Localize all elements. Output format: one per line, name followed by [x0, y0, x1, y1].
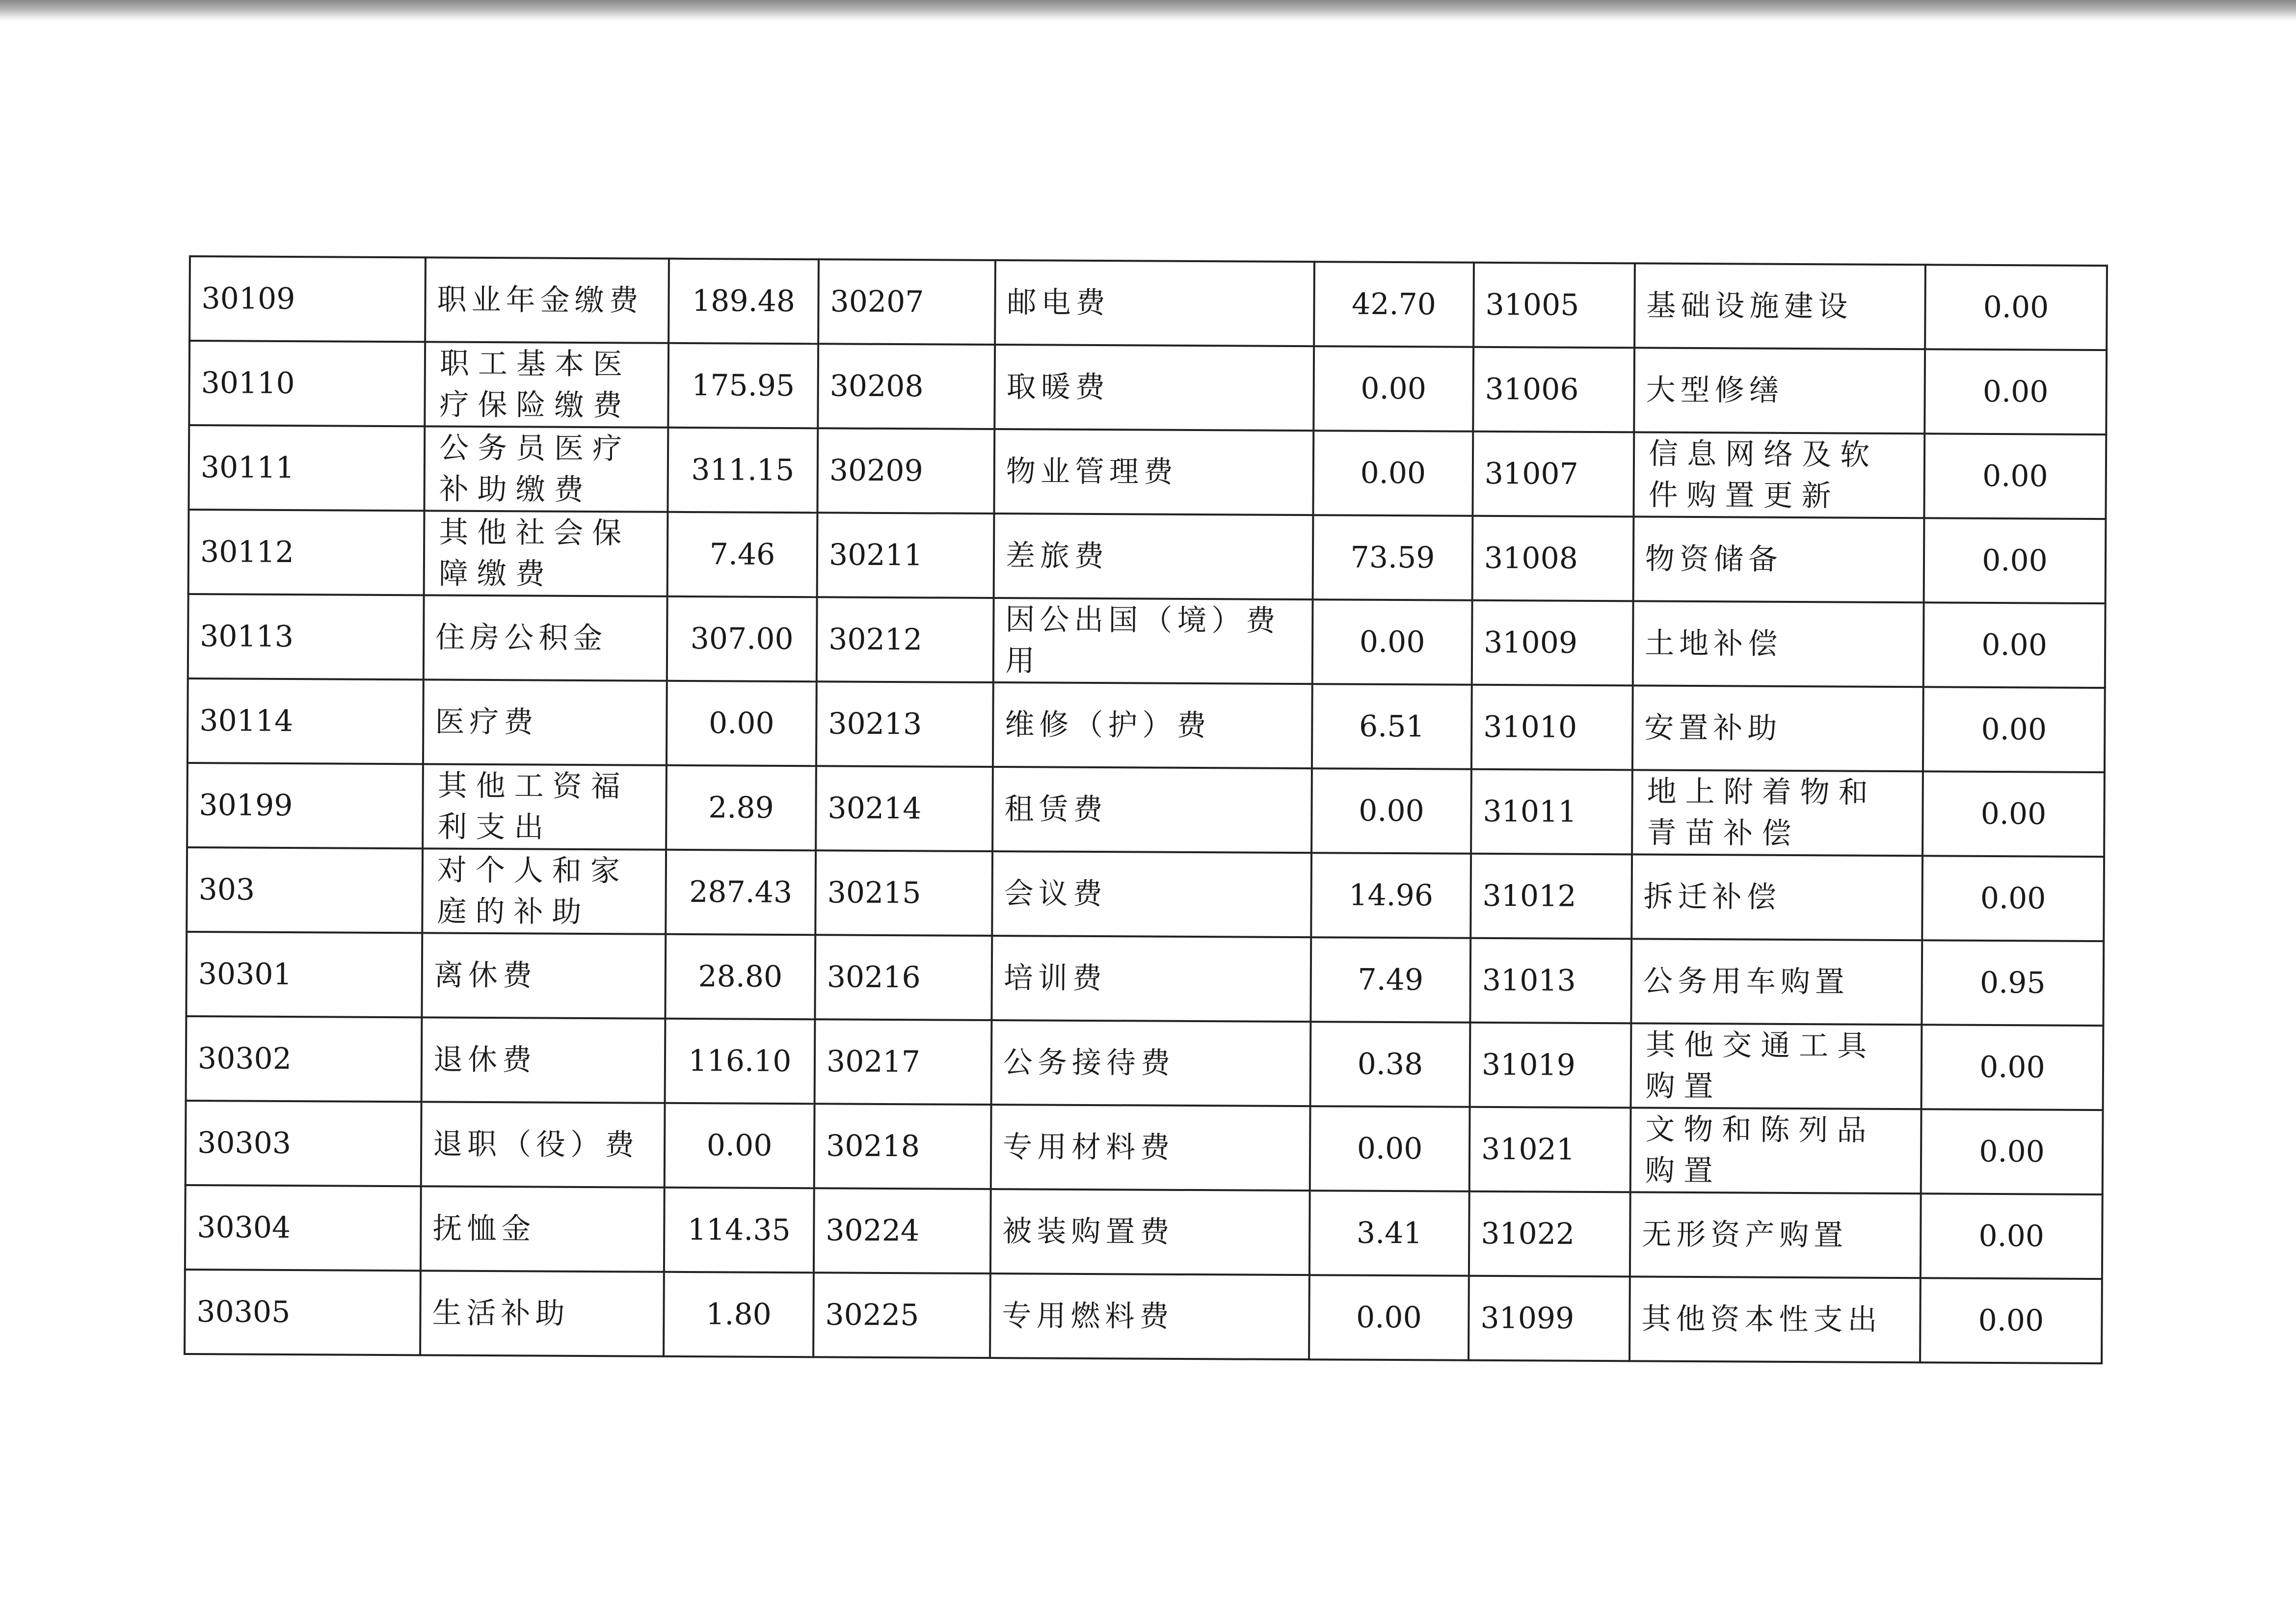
item-name-cell: 专用燃料费 — [990, 1273, 1309, 1359]
amount-cell: 0.00 — [1924, 349, 2107, 434]
table-row — [185, 1185, 2103, 1279]
item-name-cell: 因公出国（境）费用 — [993, 598, 1313, 684]
amount-cell: 0.95 — [1922, 940, 2104, 1026]
item-name-cell: 被装购置费 — [990, 1189, 1310, 1275]
economic-code-cell: 31007 — [1472, 432, 1634, 517]
table-row — [185, 1270, 2102, 1363]
table-body — [185, 256, 2107, 1363]
economic-code-cell: 30109 — [189, 256, 426, 342]
amount-cell: 3.41 — [1309, 1191, 1469, 1276]
item-name-cell: 拆迁补偿 — [1631, 854, 1922, 940]
amount-cell: 0.00 — [1921, 1109, 2103, 1194]
item-name-cell: 维修（护）费 — [993, 682, 1312, 768]
table-row — [189, 341, 2107, 434]
economic-code-cell: 30110 — [189, 341, 425, 426]
amount-cell: 0.00 — [1313, 431, 1473, 516]
economic-code-cell: 31011 — [1471, 769, 1632, 855]
economic-code-cell: 30208 — [818, 344, 995, 429]
item-name-cell: 抚恤金 — [421, 1186, 665, 1272]
economic-code-cell: 31010 — [1471, 685, 1633, 770]
table-row — [188, 594, 2106, 688]
table-row — [189, 256, 2107, 350]
economic-code-cell: 31013 — [1470, 938, 1631, 1024]
item-name-cell: 安置补助 — [1632, 685, 1923, 771]
item-name-cell: 其他社会保障缴费 — [424, 511, 668, 596]
economic-code-cell: 31099 — [1468, 1276, 1630, 1361]
amount-cell: 6.51 — [1312, 684, 1472, 769]
item-name-cell: 基础设施建设 — [1634, 263, 1925, 349]
economic-code-cell: 30224 — [814, 1188, 991, 1273]
amount-cell: 2.89 — [666, 765, 816, 850]
economic-code-cell: 30211 — [817, 513, 994, 598]
amount-cell: 28.80 — [665, 934, 815, 1019]
economic-code-cell: 30304 — [185, 1185, 421, 1271]
amount-cell: 0.00 — [1923, 687, 2105, 772]
economic-code-cell: 30112 — [188, 510, 425, 595]
item-name-cell: 专用材料费 — [991, 1105, 1310, 1191]
amount-cell: 0.00 — [1310, 1106, 1470, 1191]
amount-cell: 7.46 — [667, 512, 818, 597]
item-name-cell: 生活补助 — [420, 1271, 664, 1356]
amount-cell: 73.59 — [1313, 515, 1473, 600]
amount-cell: 311.15 — [667, 428, 818, 513]
table-row — [188, 425, 2106, 519]
economic-code-cell: 30216 — [815, 935, 992, 1020]
economic-code-cell: 31009 — [1472, 600, 1633, 686]
amount-cell: 14.96 — [1311, 853, 1471, 938]
amount-cell: 0.00 — [1922, 856, 2104, 941]
item-name-cell: 物业管理费 — [994, 429, 1313, 515]
amount-cell: 7.49 — [1310, 937, 1470, 1023]
amount-cell: 0.00 — [1312, 599, 1472, 685]
amount-cell: 0.00 — [667, 681, 817, 766]
table-row — [186, 932, 2104, 1026]
item-name-cell: 培训费 — [991, 936, 1311, 1022]
economic-code-cell: 30207 — [818, 259, 995, 345]
amount-cell: 307.00 — [667, 596, 817, 681]
table-row — [188, 510, 2106, 603]
item-name-cell: 无形资产购置 — [1630, 1192, 1921, 1278]
item-name-cell: 退职（役）费 — [421, 1102, 665, 1187]
economic-code-cell: 31012 — [1470, 854, 1632, 939]
amount-cell: 175.95 — [668, 343, 818, 428]
table-row — [187, 763, 2105, 857]
table-row — [187, 678, 2105, 772]
amount-cell: 42.70 — [1314, 262, 1474, 347]
economic-code-cell: 30199 — [187, 763, 423, 848]
item-name-cell: 差旅费 — [994, 514, 1313, 599]
item-name-cell: 取暖费 — [994, 345, 1314, 431]
item-name-cell: 退休费 — [422, 1017, 666, 1103]
amount-cell: 287.43 — [666, 850, 816, 935]
economic-code-cell: 30225 — [813, 1272, 990, 1358]
amount-cell: 0.00 — [665, 1103, 815, 1188]
economic-code-cell: 31005 — [1473, 263, 1635, 348]
item-name-cell: 大型修缮 — [1634, 348, 1925, 433]
item-name-cell: 物资储备 — [1633, 516, 1924, 602]
amount-cell: 1.80 — [664, 1272, 814, 1357]
item-name-cell: 医疗费 — [423, 679, 667, 765]
amount-cell: 0.00 — [1922, 1025, 2104, 1110]
item-name-cell: 职业年金缴费 — [425, 257, 669, 343]
scan-top-edge — [0, 0, 2296, 21]
item-name-cell: 邮电费 — [995, 260, 1314, 346]
amount-cell: 0.00 — [1921, 1193, 2103, 1279]
economic-code-cell: 30114 — [187, 678, 424, 764]
economic-code-cell: 31008 — [1472, 516, 1634, 601]
economic-code-cell: 30218 — [814, 1104, 991, 1189]
economic-code-cell: 30303 — [186, 1101, 422, 1186]
item-name-cell: 会议费 — [992, 851, 1311, 937]
item-name-cell: 公务用车购置 — [1631, 939, 1922, 1025]
item-name-cell: 其他资本性支出 — [1629, 1276, 1921, 1362]
amount-cell: 0.00 — [1924, 518, 2106, 603]
economic-code-cell: 30302 — [186, 1016, 422, 1102]
item-name-cell: 公务接待费 — [991, 1020, 1311, 1106]
table-row — [186, 1016, 2104, 1110]
item-name-cell: 其他工资福利支出 — [423, 764, 667, 849]
economic-code-cell: 30111 — [188, 425, 425, 511]
economic-code-cell: 303 — [187, 847, 423, 933]
amount-cell: 0.38 — [1310, 1022, 1470, 1107]
economic-code-cell: 30215 — [815, 850, 992, 936]
economic-code-cell: 30305 — [185, 1270, 421, 1355]
item-name-cell: 租赁费 — [992, 767, 1312, 853]
item-name-cell: 其他交通工具购置 — [1631, 1023, 1922, 1109]
amount-cell: 114.35 — [664, 1188, 814, 1272]
economic-code-cell: 30217 — [815, 1019, 992, 1105]
amount-cell: 0.00 — [1920, 1278, 2102, 1363]
economic-code-cell: 31022 — [1469, 1191, 1630, 1277]
economic-code-cell: 30113 — [188, 594, 424, 679]
economic-code-cell: 30301 — [186, 932, 422, 1017]
economic-code-cell: 30213 — [816, 681, 993, 767]
expenditure-table — [184, 255, 2108, 1364]
economic-code-cell: 31019 — [1470, 1023, 1631, 1108]
amount-cell: 189.48 — [668, 259, 819, 344]
economic-code-cell: 31021 — [1469, 1107, 1631, 1192]
item-name-cell: 地上附着物和青苗补偿 — [1632, 770, 1923, 856]
amount-cell: 0.00 — [1923, 602, 2106, 688]
economic-code-cell: 30209 — [817, 428, 994, 514]
item-name-cell: 离休费 — [422, 933, 666, 1018]
economic-code-cell: 30212 — [817, 597, 994, 682]
economic-code-cell: 31006 — [1473, 347, 1634, 433]
amount-cell: 0.00 — [1925, 265, 2107, 350]
amount-cell: 0.00 — [1313, 346, 1473, 432]
amount-cell: 116.10 — [665, 1019, 815, 1104]
table-row — [186, 1101, 2103, 1194]
amount-cell: 0.00 — [1924, 433, 2106, 519]
table-row — [187, 847, 2104, 941]
amount-cell: 0.00 — [1922, 771, 2105, 857]
item-name-cell: 公务员医疗补助缴费 — [424, 426, 668, 512]
item-name-cell: 职工基本医疗保险缴费 — [425, 342, 668, 427]
item-name-cell: 信息网络及软件购置更新 — [1633, 432, 1924, 518]
amount-cell: 0.00 — [1311, 768, 1471, 854]
amount-cell: 0.00 — [1309, 1275, 1469, 1360]
item-name-cell: 住房公积金 — [424, 595, 667, 680]
economic-code-cell: 30214 — [816, 766, 993, 851]
item-name-cell: 文物和陈列品购置 — [1630, 1108, 1922, 1193]
item-name-cell: 土地补偿 — [1633, 601, 1924, 687]
item-name-cell: 对个人和家庭的补助 — [422, 848, 666, 934]
